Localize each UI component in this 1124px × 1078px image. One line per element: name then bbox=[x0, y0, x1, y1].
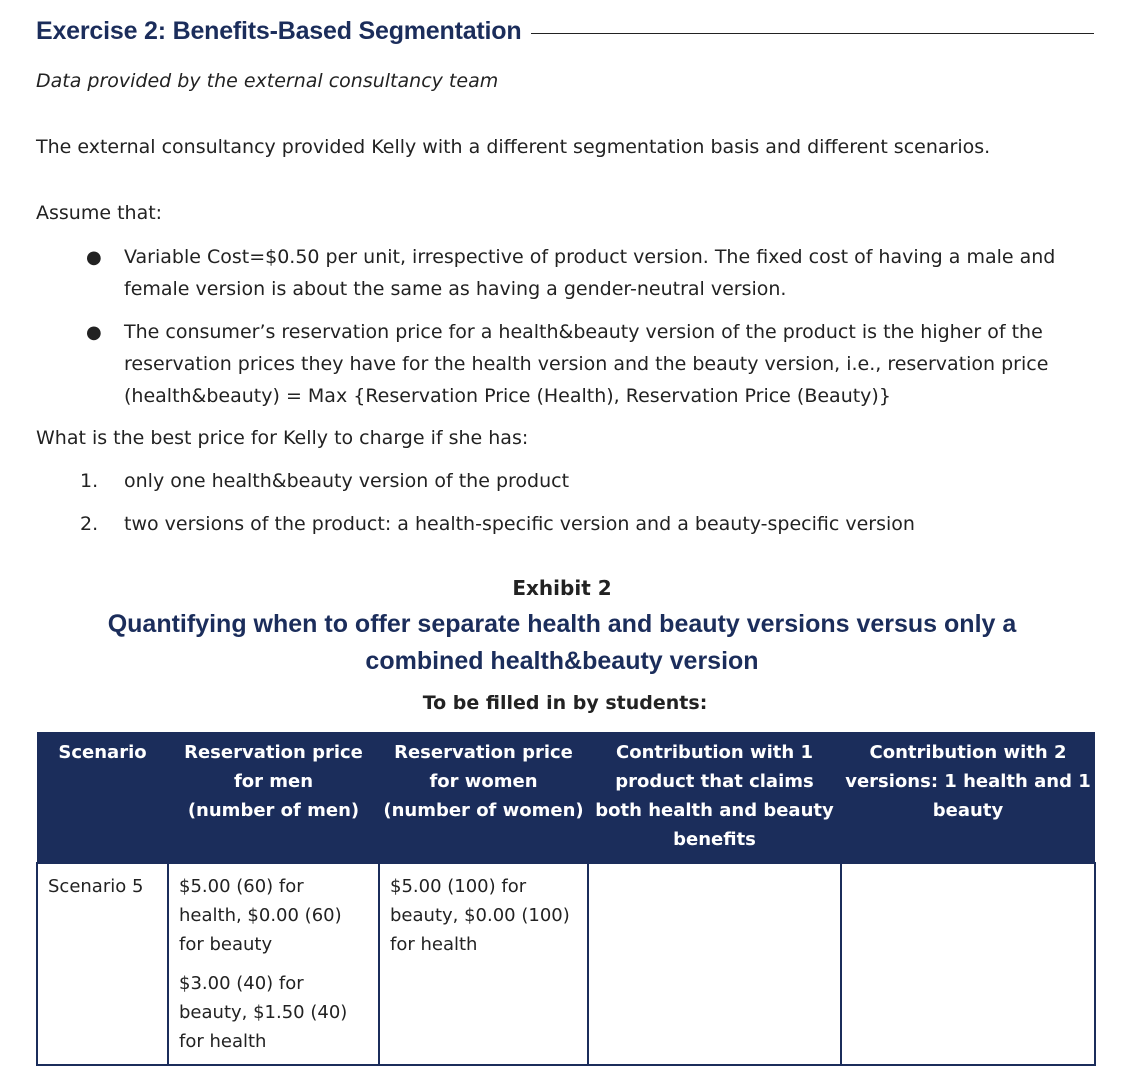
bullet-line: Variable Cost=$0.50 per unit, irrespective of product version. The fixed cost of having a male and bbox=[124, 246, 1056, 268]
bullet-line: The consumer’s reservation price for a health&beauty version of the product is the higher of the bbox=[124, 321, 1043, 343]
cell-line: health, $0.00 (60) bbox=[179, 905, 342, 926]
header-line: both health and beauty bbox=[595, 800, 834, 821]
bullet-icon: ● bbox=[86, 322, 102, 343]
header-line: versions: 1 health and 1 bbox=[845, 771, 1091, 792]
exhibit-label: Exhibit 2 bbox=[512, 576, 612, 600]
header-line: Contribution with 2 bbox=[869, 742, 1067, 763]
header-line: product that claims bbox=[615, 771, 814, 792]
cell-line: $5.00 (60) for bbox=[179, 876, 304, 897]
bullet-item-reservation-price bbox=[124, 316, 1094, 412]
header-line: for women bbox=[429, 771, 538, 792]
table-row bbox=[37, 863, 1095, 1065]
bullet-item-variable-cost bbox=[124, 241, 1094, 305]
cell-line: for health bbox=[179, 1031, 267, 1052]
table-header-row bbox=[37, 732, 1095, 863]
header-line: (number of women) bbox=[383, 800, 584, 821]
heading-rule bbox=[531, 33, 1094, 34]
header-line: Reservation price bbox=[184, 742, 363, 763]
contribution-two-versions-cell[interactable] bbox=[841, 863, 1095, 1065]
section-heading-row bbox=[36, 14, 1094, 48]
cell-line: beauty, $0.00 (100) bbox=[390, 905, 570, 926]
column-header-contribution-one bbox=[588, 732, 841, 863]
scenario-cell: Scenario 5 bbox=[37, 863, 168, 1065]
intro-paragraph: The external consultancy provided Kelly with a different segmentation basis and different scenarios. bbox=[36, 136, 991, 158]
header-line: Reservation price bbox=[394, 742, 573, 763]
header-line: beauty bbox=[932, 800, 1004, 821]
exhibit-table bbox=[36, 732, 1096, 1066]
list-item-two-versions: two versions of the product: a health-specific version and a beauty-specific version bbox=[124, 513, 915, 535]
column-header-men bbox=[168, 732, 379, 863]
bullet-line: (health&beauty) = Max {Reservation Price (Health), Reservation Price (Beauty)} bbox=[124, 385, 891, 407]
source-note: Data provided by the external consultancy team bbox=[36, 70, 499, 92]
header-line: Contribution with 1 bbox=[616, 742, 813, 763]
contribution-one-product-cell[interactable] bbox=[588, 863, 841, 1065]
men-segment-b bbox=[179, 969, 368, 1056]
fill-in-note: To be filled in by students: bbox=[422, 692, 708, 714]
women-price-cell bbox=[379, 863, 588, 1065]
assume-label: Assume that: bbox=[36, 202, 163, 224]
men-price-cell bbox=[168, 863, 379, 1065]
header-line: (number of men) bbox=[187, 800, 360, 821]
list-number: 2. bbox=[80, 513, 99, 535]
section-heading: Exercise 2: Benefits-Based Segmentation bbox=[36, 16, 522, 45]
header-line: Scenario bbox=[58, 742, 147, 763]
column-header-scenario bbox=[37, 732, 168, 863]
cell-line: beauty, $1.50 (40) bbox=[179, 1002, 348, 1023]
cell-line: for health bbox=[390, 934, 478, 955]
cell-line: for beauty bbox=[179, 934, 273, 955]
exhibit-title bbox=[40, 606, 1084, 680]
list-item-one-version: only one health&beauty version of the product bbox=[124, 470, 570, 492]
men-segment-a bbox=[179, 872, 368, 959]
cell-line: $3.00 (40) for bbox=[179, 973, 304, 994]
bullet-line: female version is about the same as having a gender-neutral version. bbox=[124, 278, 787, 300]
column-header-women bbox=[379, 732, 588, 863]
list-number: 1. bbox=[80, 470, 99, 492]
cell-line: $5.00 (100) for bbox=[390, 876, 527, 897]
header-line: benefits bbox=[673, 829, 756, 850]
bullet-line: reservation prices they have for the health version and the beauty version, i.e., reservation price bbox=[124, 353, 1049, 375]
bullet-icon: ● bbox=[86, 247, 102, 268]
header-line: for men bbox=[233, 771, 314, 792]
exhibit-title-line: combined health&beauty version bbox=[365, 647, 759, 675]
column-header-contribution-two bbox=[841, 732, 1095, 863]
question-text: What is the best price for Kelly to charge if she has: bbox=[36, 427, 529, 449]
exhibit-title-line: Quantifying when to offer separate health and beauty versions versus only a bbox=[107, 610, 1017, 638]
